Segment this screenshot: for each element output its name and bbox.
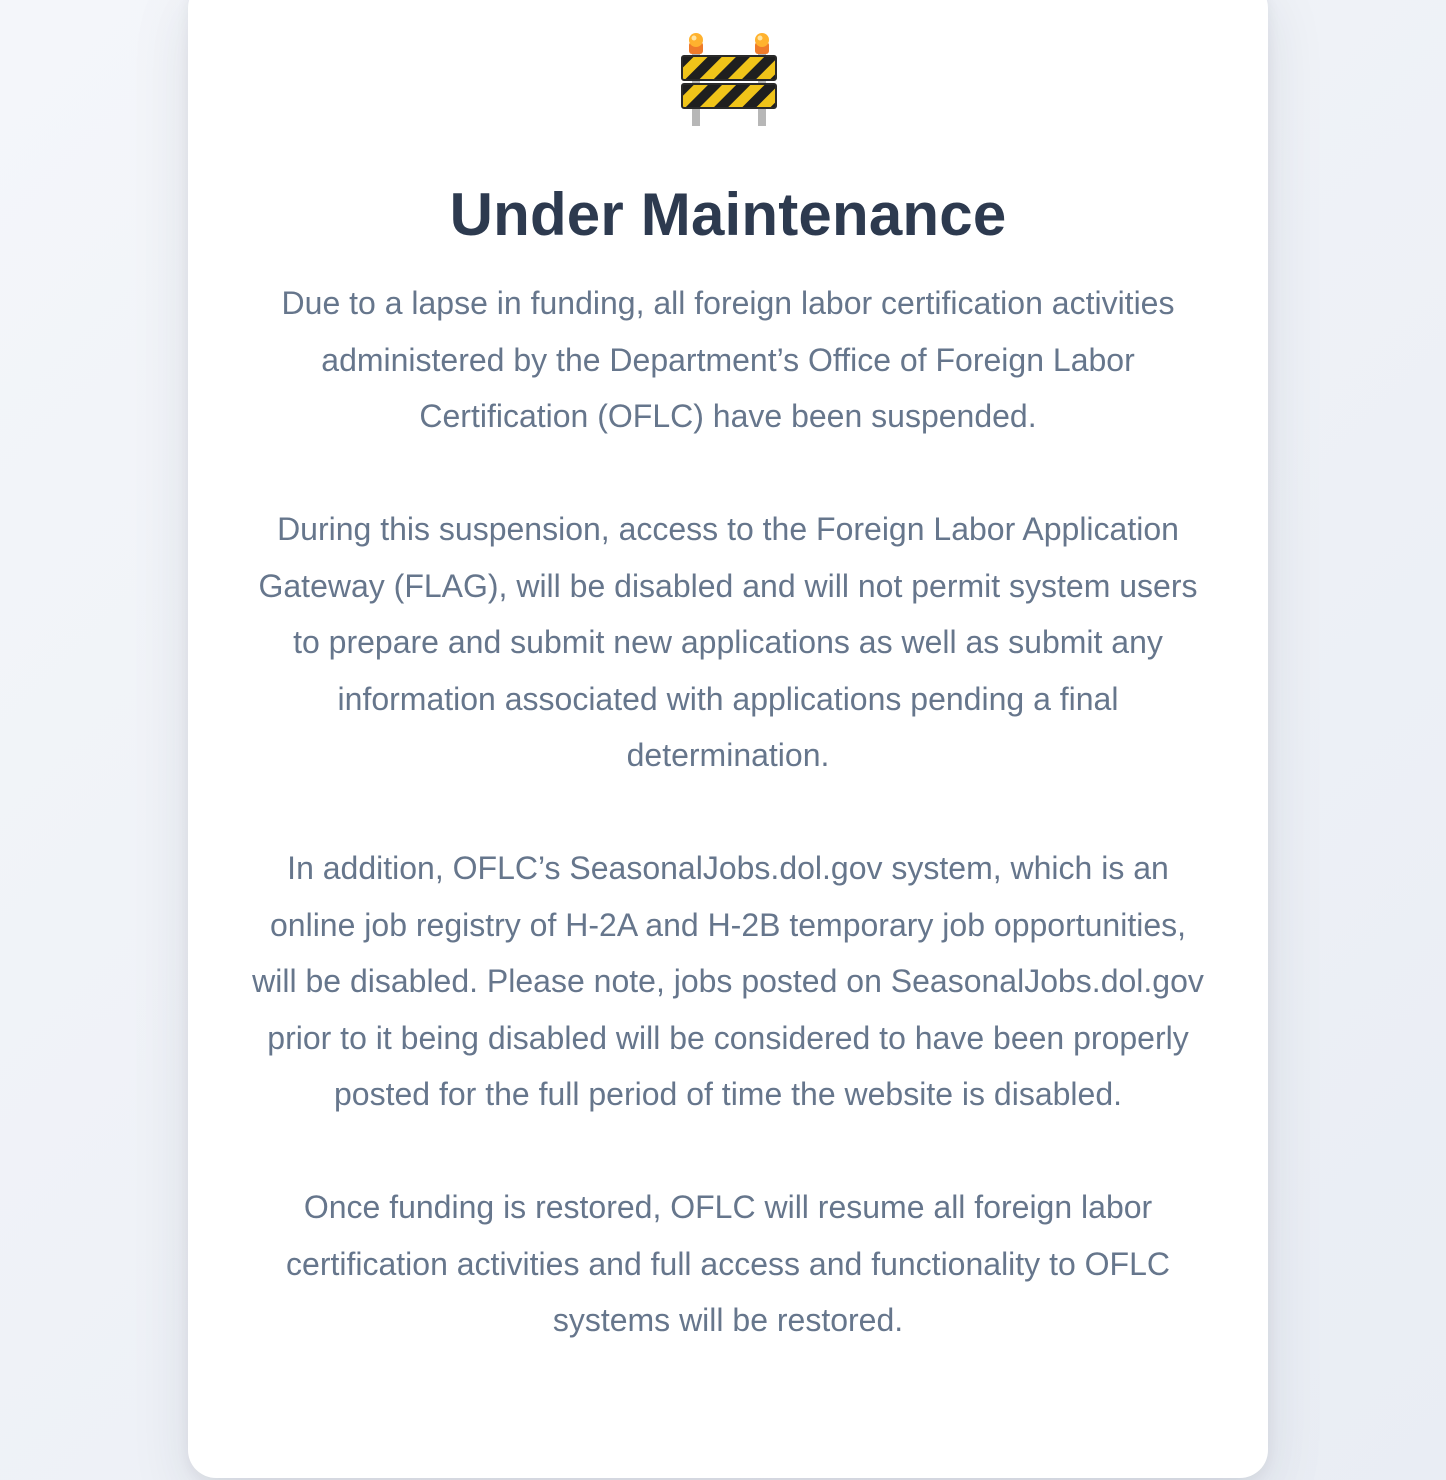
message-paragraph-flag: During this suspension, access to the Foreign Labor Application Gateway (FLAG), will be disabled and will not permit system users to prepare and submit new applications as well as submit any information associated with applications pending a final determination.: [258, 511, 1198, 773]
message-paragraph-funding: Due to a lapse in funding, all foreign labor certification activities administered by the Department’s Office of Foreign Labor Certification (OFLC) have been suspended.: [281, 285, 1175, 434]
page-title: Under Maintenance: [449, 181, 1007, 248]
message-paragraph-seasonaljobs: In addition, OFLC’s SeasonalJobs.dol.gov system, which is an online job registry of H-2A and H-2B temporary job opportunities, will be disabled. Please note, jobs posted on SeasonalJobs.dol.gov prior to it being disabled will be considered to have been properly posted for the full period of time the website is disabled.: [252, 850, 1204, 1112]
maintenance-message: [248, 275, 1208, 1349]
maintenance-card: [188, 0, 1268, 1478]
message-paragraph-restoration: Once funding is restored, OFLC will resume all foreign labor certification activities and full access and functionality to OFLC systems will be restored.: [286, 1189, 1170, 1338]
construction-barrier-icon: [188, 30, 1268, 130]
